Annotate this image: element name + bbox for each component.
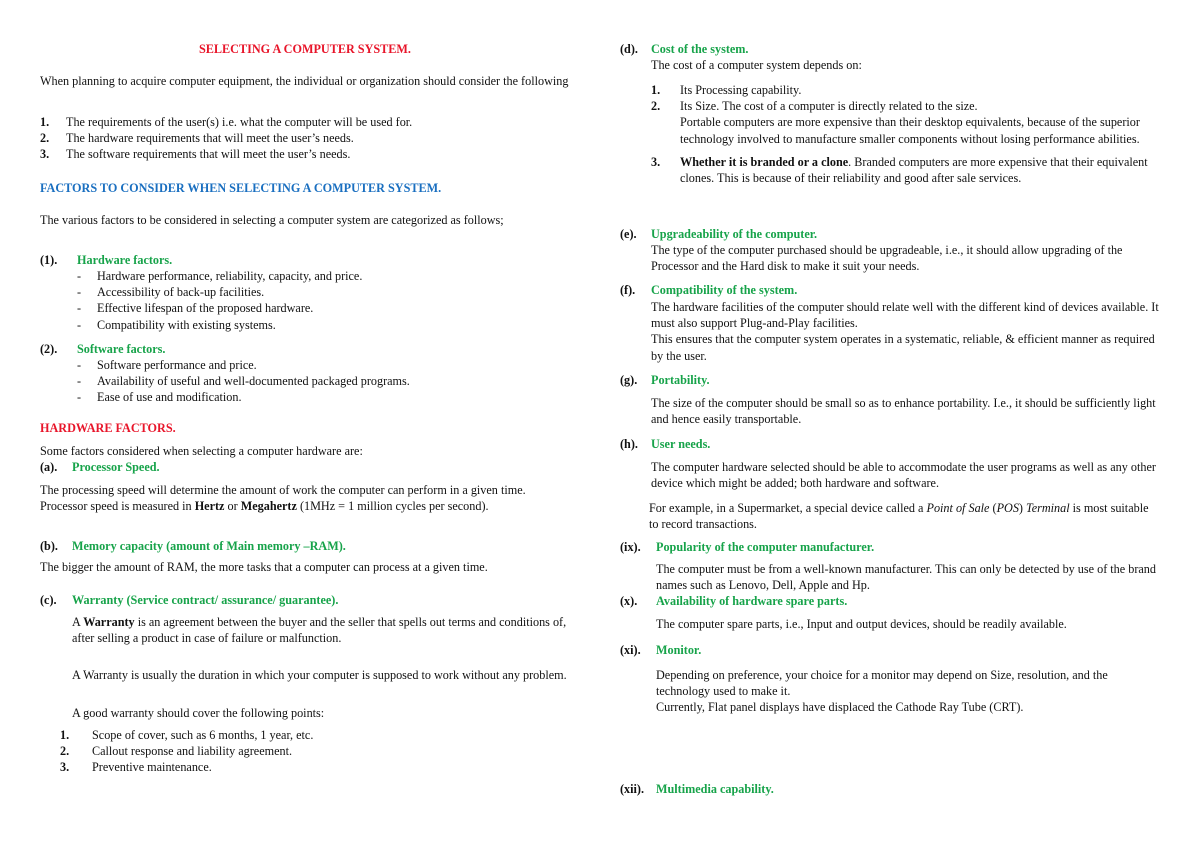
list-item: 2. Callout response and liability agreement. xyxy=(60,744,293,759)
list-item: 3. Whether it is branded or a clone. Branded computers are more expensive that their equivalent clones. This is because of their reliability and good after sale services. xyxy=(651,154,1148,186)
upgradeability-heading: (e). Upgradeability of the computer. xyxy=(620,227,818,241)
monitor-text: Depending on preference, your choice for a monitor may depend on Size, resolution, and the technology used to make it. Currently, Flat panel displays have displaced the Cathode Ray Tube (CRT). xyxy=(656,668,1108,715)
list-item: - Hardware performance, reliability, capacity, and price. xyxy=(77,269,363,283)
intro-list xyxy=(40,114,570,163)
popularity-heading: (ix). Popularity of the computer manufacturer. xyxy=(620,540,875,554)
cost-intro: The cost of a computer system depends on: xyxy=(651,58,862,72)
list-item: - Compatibility with existing systems. xyxy=(77,317,276,332)
monitor-heading: (xi). Monitor. xyxy=(620,643,702,657)
list-item: - Ease of use and modification. xyxy=(77,390,242,405)
list-item: - Availability of useful and well-documented packaged programs. xyxy=(77,374,410,389)
portability-text: The size of the computer should be small so as to enhance portability. I.e., it should be sufficiently light and hence easily transportable. xyxy=(651,396,1156,427)
processor-speed-text: The processing speed will determine the amount of work the computer can perform in a given time. Processor speed is measured in Hertz or Megahertz (1MHz = 1 million cycles per second). xyxy=(40,483,526,514)
processor-speed-heading: (a). Processor Speed. xyxy=(40,460,160,474)
hardware-factors-heading: (1). Hardware factors. xyxy=(40,253,173,267)
portability-heading: (g). Portability. xyxy=(620,373,710,387)
warranty-points-intro: A good warranty should cover the following points: xyxy=(72,706,325,720)
user-needs-heading: (h). User needs. xyxy=(620,437,711,451)
warranty-definition: A Warranty is an agreement between the buyer and the seller that spells out terms and conditions of, after selling a product in case of failure or malfunction. xyxy=(72,615,567,646)
list-item: 3. Preventive maintenance. xyxy=(60,760,212,775)
list-item: 2. The hardware requirements that will meet the user’s needs. xyxy=(40,131,354,146)
hardware-factors-list xyxy=(77,268,570,333)
list-item: 1. Its Processing capability. xyxy=(651,83,802,97)
list-item: 3. The software requirements that will meet the user’s needs. xyxy=(40,147,351,162)
user-needs-example: For example, in a Supermarket, a special device called a Point of Sale (POS) Terminal is most suitable to record transactions. xyxy=(649,501,1149,532)
intro-paragraph: When planning to acquire computer equipment, the individual or organization should consider the following xyxy=(40,74,569,88)
compatibility-text: The hardware facilities of the computer should relate well with the different kind of devices available. It must also support Plug-and-Play facilities. This ensures that the computer system operates in a systematic, reliable, & efficient manner as required by the user. xyxy=(651,300,1159,363)
list-item: 1. Scope of cover, such as 6 months, 1 year, etc. xyxy=(60,728,314,742)
factors-intro: The various factors to be considered in selecting a computer system are categorized as follows; xyxy=(40,213,504,227)
popularity-text: The computer must be from a well-known manufacturer. This can only be detected by use of the brand names such as Lenovo, Dell, Apple and Hp. xyxy=(656,562,1156,593)
spare-parts-heading: (x). Availability of hardware spare parts. xyxy=(620,594,848,608)
spare-parts-text: The computer spare parts, i.e., Input and output devices, should be readily available. xyxy=(656,617,1067,631)
software-factors-heading: (2). Software factors. xyxy=(40,342,166,356)
list-item: 2. Its Size. The cost of a computer is directly related to the size. Portable computers are more expensive than their desktop equivalents, because of the superior technology involved to manufacture smaller components without losing performance abilities. xyxy=(651,99,1140,146)
hardware-intro: Some factors considered when selecting a computer hardware are: xyxy=(40,444,363,458)
upgradeability-text: The type of the computer purchased should be upgradeable, i.e., it should allow upgrading of the Processor and the Hard disk to make it suit your needs. xyxy=(651,243,1123,274)
list-item: - Software performance and price. xyxy=(77,358,257,372)
warranty-points-list xyxy=(60,727,570,776)
software-factors-list xyxy=(77,357,570,406)
list-item: 1. The requirements of the user(s) i.e. what the computer will be used for. xyxy=(40,115,413,129)
hardware-factors-section-heading: HARDWARE FACTORS. xyxy=(40,421,176,435)
compatibility-heading: (f). Compatibility of the system. xyxy=(620,283,798,297)
cost-heading: (d). Cost of the system. xyxy=(620,42,749,56)
factors-heading: FACTORS TO CONSIDER WHEN SELECTING A COMPUTER SYSTEM. xyxy=(40,181,442,195)
memory-capacity-text: The bigger the amount of RAM, the more tasks that a computer can process at a given time. xyxy=(40,560,488,574)
warranty-heading: (c). Warranty (Service contract/ assurance/ guarantee). xyxy=(40,593,339,607)
user-needs-text: The computer hardware selected should be able to accommodate the user programs as well as any other device which might be added; both hardware and software. xyxy=(651,460,1156,491)
list-item: - Effective lifespan of the proposed hardware. xyxy=(77,301,314,316)
multimedia-heading: (xii). Multimedia capability. xyxy=(620,782,774,796)
cost-list xyxy=(651,82,1160,186)
memory-capacity-heading: (b). Memory capacity (amount of Main memory –RAM). xyxy=(40,539,346,553)
page-title: SELECTING A COMPUTER SYSTEM. xyxy=(199,42,411,56)
warranty-duration: A Warranty is usually the duration in which your computer is supposed to work without any problem. xyxy=(72,668,567,682)
list-item: - Accessibility of back-up facilities. xyxy=(77,285,265,300)
